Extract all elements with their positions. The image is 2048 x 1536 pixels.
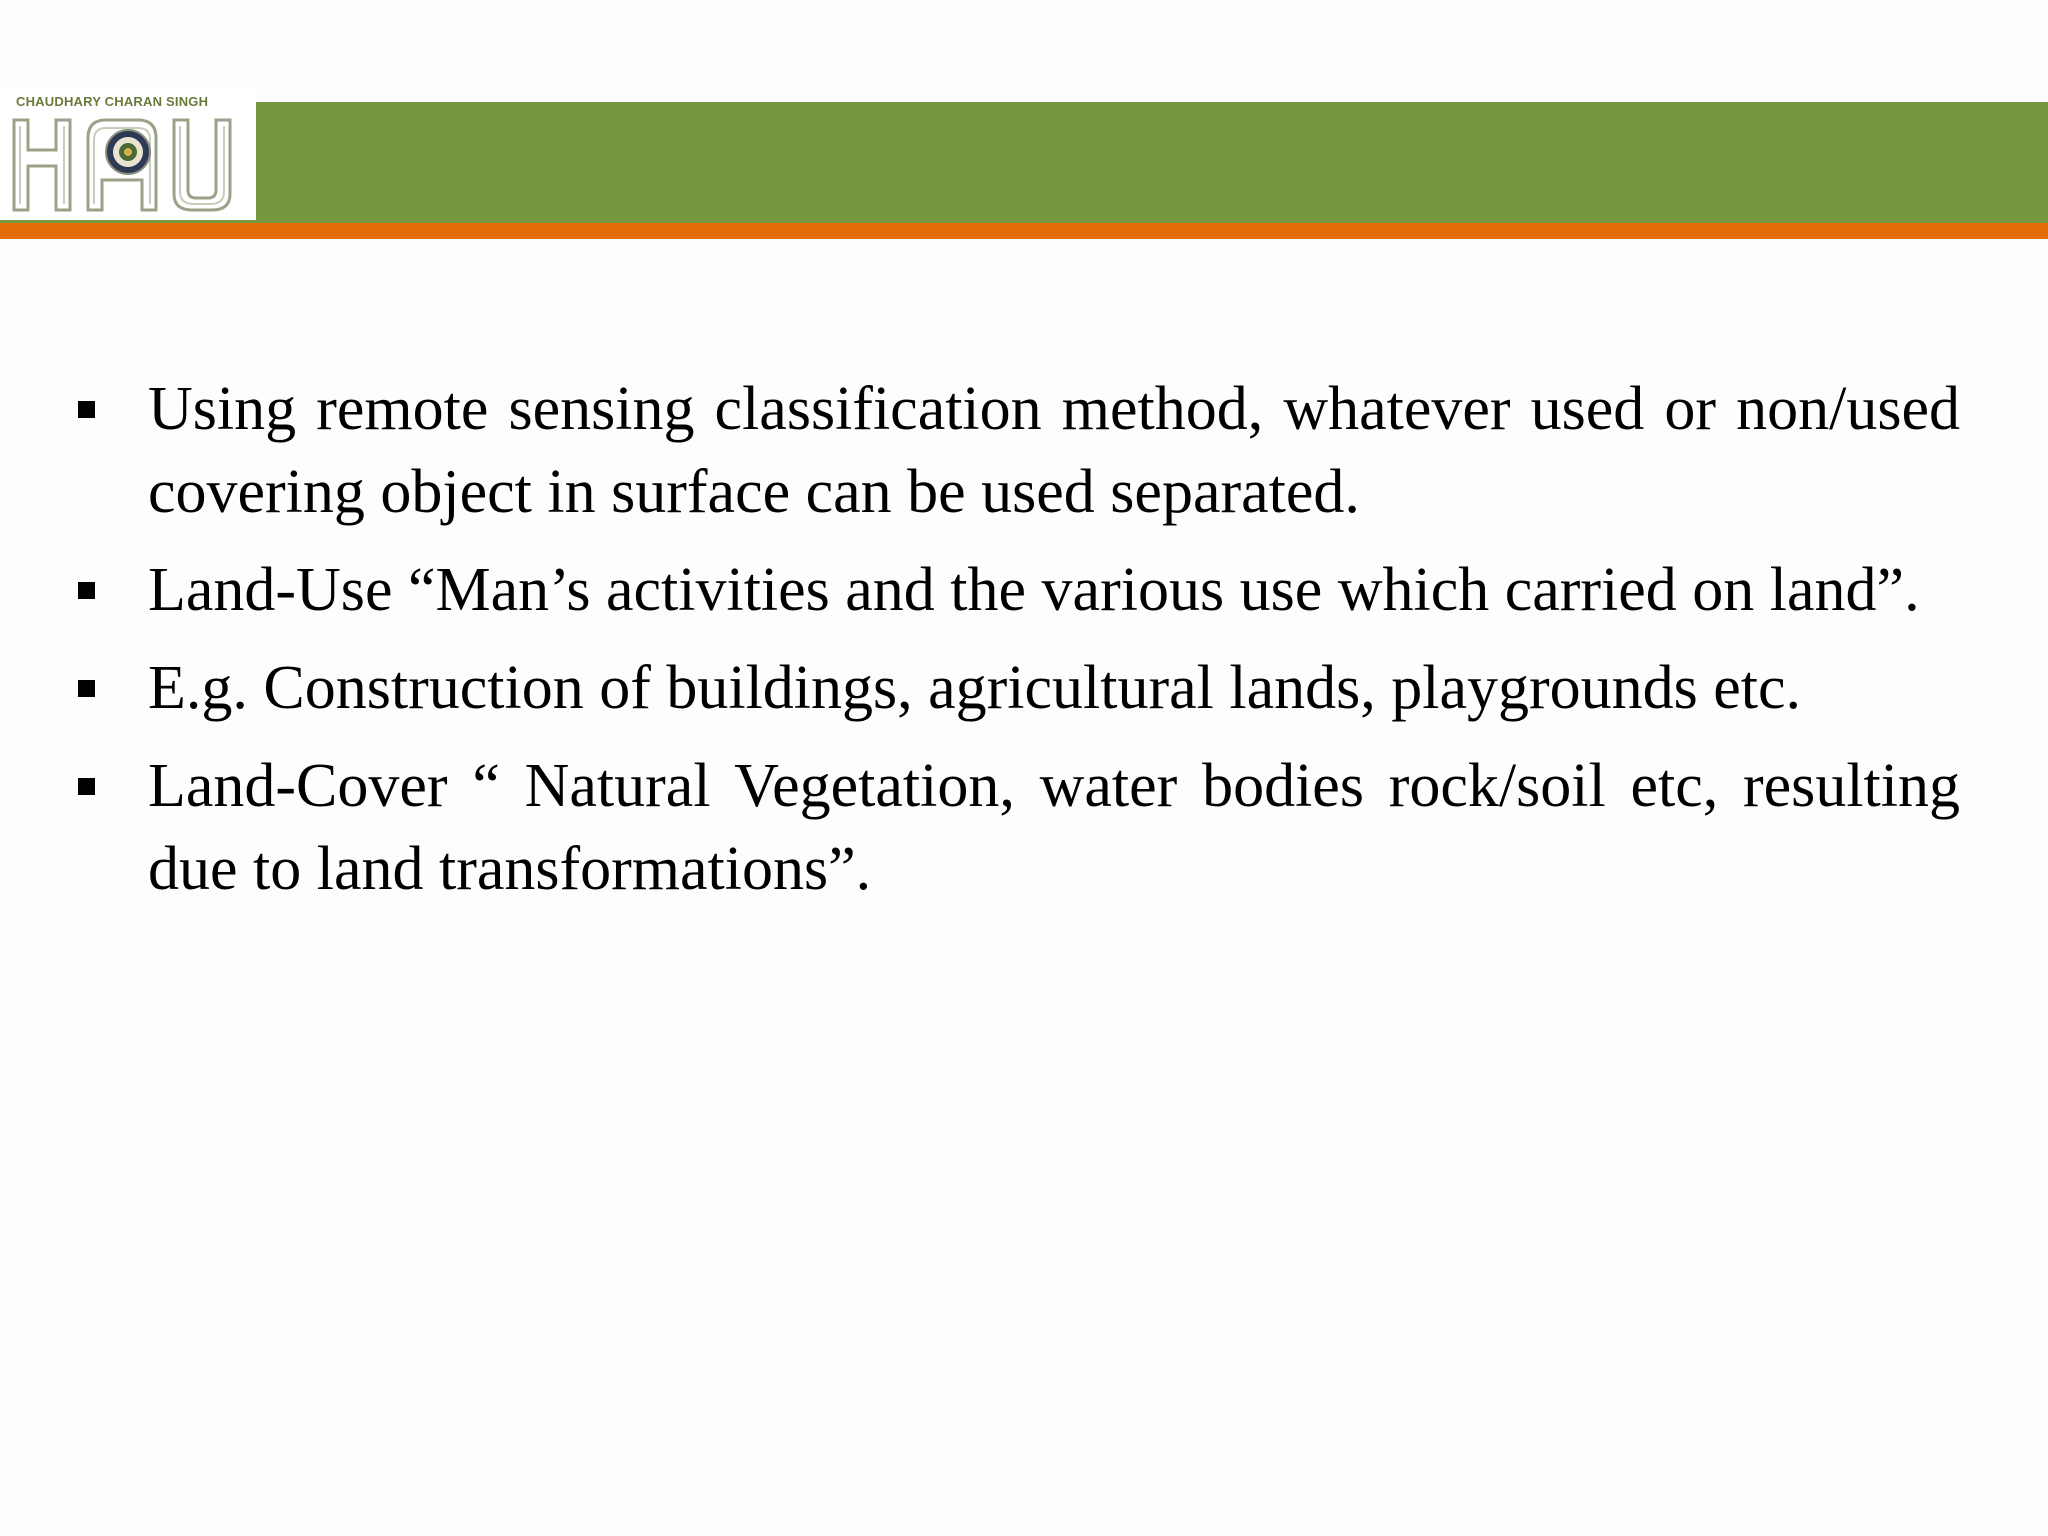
header-band [0, 102, 2048, 223]
bullet-item-land-cover [72, 745, 1960, 911]
hau-emblem-icon [0, 86, 256, 220]
logo-caption: CHAUDHARY CHARAN SINGH [16, 94, 209, 109]
square-bullet-icon [78, 778, 95, 795]
bullet-text: Land-Cover “ Natural Vegetation, water bodies rock/soil etc, resulting due to land transformations”. [148, 752, 1960, 903]
bullet-item-remote-sensing [72, 368, 1960, 534]
bullet-text: Using remote sensing classification method, whatever used or non/used covering object in surface can be used separated. [148, 375, 1960, 526]
bullet-text: E.g. Construction of buildings, agricultural lands, playgrounds etc. [148, 654, 1802, 722]
slide-content [72, 368, 1960, 926]
bullet-item-land-use [72, 549, 1960, 632]
university-logo [0, 86, 256, 220]
square-bullet-icon [78, 680, 95, 697]
bullet-list [72, 368, 1960, 911]
square-bullet-icon [78, 582, 95, 599]
header-stripe [0, 223, 2048, 239]
square-bullet-icon [78, 401, 95, 418]
bullet-item-example [72, 647, 1960, 730]
bullet-text: Land-Use “Man’s activities and the various use which carried on land”. [148, 556, 1920, 624]
